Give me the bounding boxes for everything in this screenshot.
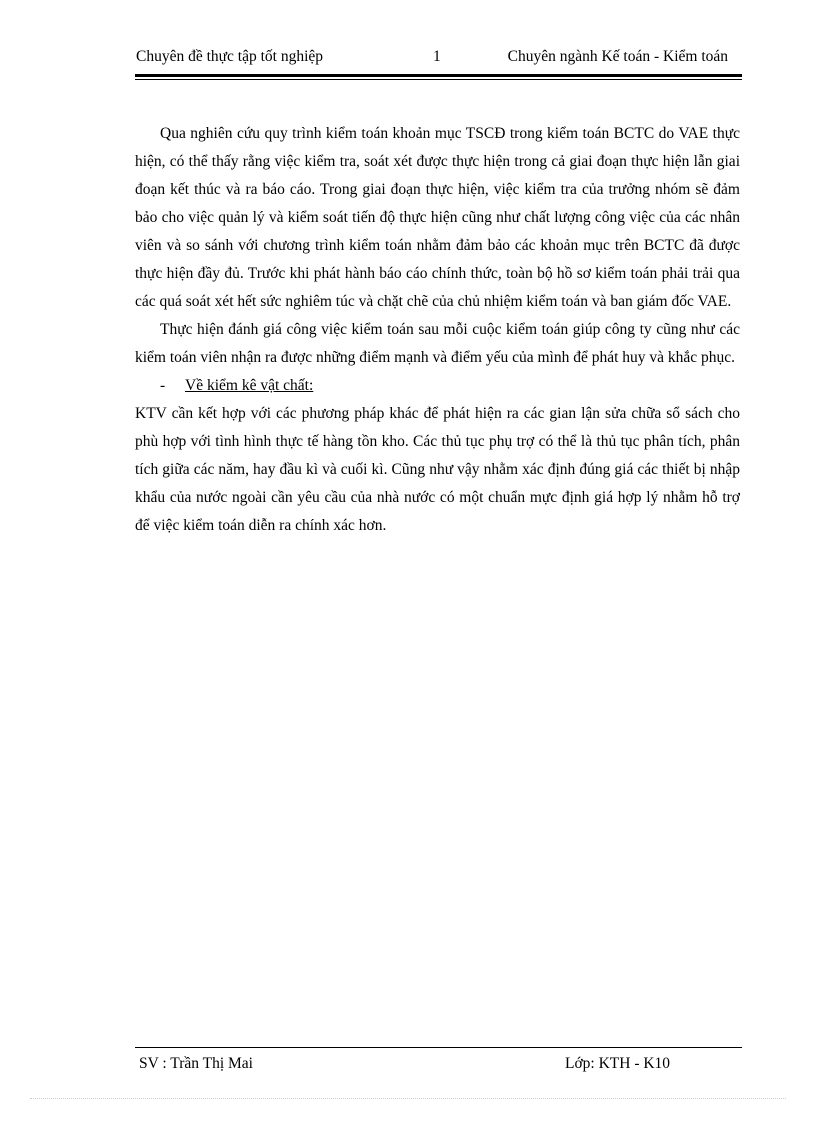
footer-class: Lớp: KTH - K10 [565, 1055, 671, 1072]
footer-rule [135, 1047, 742, 1048]
header-rule-thin [135, 79, 742, 80]
paragraph-review-process: Qua nghiên cứu quy trình kiểm toán khoản mục TSCĐ trong kiểm toán BCTC do VAE thực hiện, có thể thấy rằng việc kiểm tra, soát xét được thực hiện trong cả giai đoạn thực hiện lẫn giai đoạn kết thúc và ra báo cáo. Trong giai đoạn thực hiện, việc kiểm tra của trưởng nhóm sẽ đảm bảo cho việc quản lý và kiểm soát tiến độ thực hiện cũng như chất lượng công việc của các nhân viên và so sánh với chương trình kiểm toán nhằm đảm bảo các khoản mục trên BCTC đã được thực hiện đầy đủ. Trước khi phát hành báo cáo chính thức, toàn bộ hồ sơ kiểm toán phải trải qua các quá soát xét hết sức nghiêm túc và chặt chẽ của chủ nhiệm kiểm toán và ban giám đốc VAE. [135, 125, 740, 310]
header-document-title: Chuyên đề thực tập tốt nghiệp [136, 48, 324, 65]
subheading-bullet: - [160, 377, 166, 394]
paragraph-inventory: KTV cần kết hợp với các phương pháp khác để phát hiện ra các gian lận sửa chữa sổ sách cho phù hợp với tình hình thực tế hàng tồn kho. Các thủ tục phụ trợ có thể là thủ tục phân tích, phân tích giữa các năm, hay đầu kì và cuối kì. Cũng như vậy nhằm xác định đúng giá các thiết bị nhập khẩu của nước ngoài cần yêu cầu của nhà nước có một chuẩn mực định giá hợp lý nhằm hỗ trợ để việc kiểm toán diễn ra chính xác hơn. [135, 405, 740, 534]
subheading [135, 372, 740, 400]
page-bottom-edge [30, 1098, 786, 1099]
subheading-text: Về kiểm kê vật chất: [185, 377, 314, 394]
document-body [135, 120, 740, 540]
page-header [135, 48, 742, 70]
footer-student: SV : Trần Thị Mai [139, 1055, 253, 1072]
header-page-number: 1 [433, 48, 441, 65]
paragraph-evaluation: Thực hiện đánh giá công việc kiểm toán sau mỗi cuộc kiểm toán giúp công ty cũng như các kiểm toán viên nhận ra được những điểm mạnh và điểm yếu của mình để phát huy và khắc phục. [135, 321, 740, 366]
page-footer [135, 1055, 742, 1077]
header-rule-thick [135, 74, 742, 77]
header-major: Chuyên ngành Kế toán - Kiểm toán [507, 48, 728, 65]
